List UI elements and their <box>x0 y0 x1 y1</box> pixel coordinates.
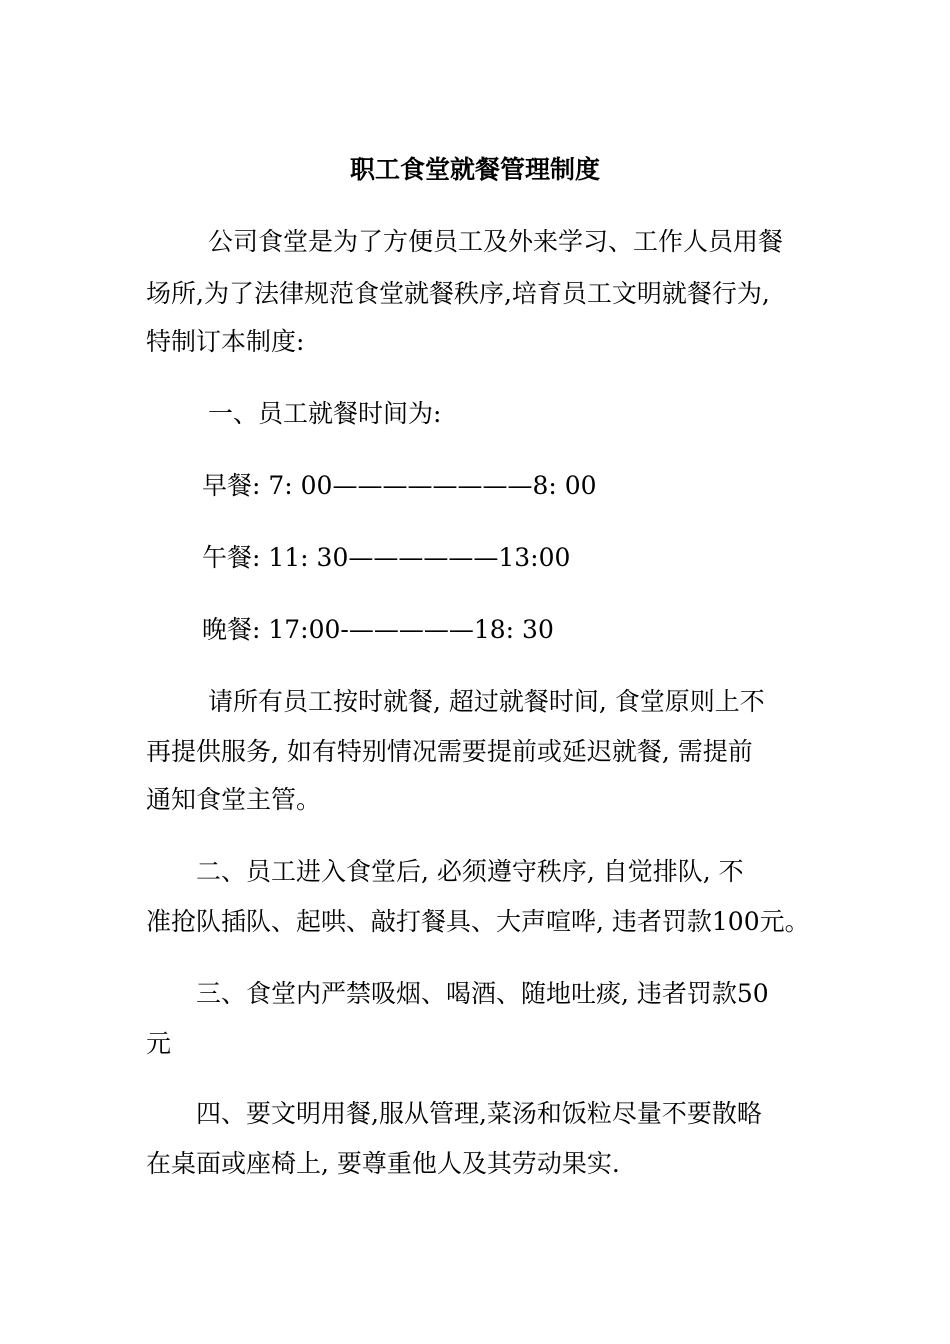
intro-line-3: 特制订本制度: <box>146 327 305 356</box>
lunch-time: 午餐: 11: 30——————13:00 <box>202 543 571 572</box>
document-title: 职工食堂就餐管理制度 <box>349 155 600 184</box>
intro-line-2: 场所,为了法律规范食堂就餐秩序,培育员工文明就餐行为, <box>146 279 770 308</box>
rule-3-line-2: 元 <box>146 1029 172 1058</box>
section-1-heading: 一、员工就餐时间为: <box>208 399 442 428</box>
rule-4-line-2: 在桌面或座椅上, 要尊重他人及其劳动果实. <box>146 1149 620 1178</box>
dinner-time: 晚餐: 17:00-—————18: 30 <box>202 615 554 644</box>
rule-4-line-1: 四、要文明用餐,服从管理,菜汤和饭粒尽量不要散略 <box>196 1099 762 1128</box>
rule-2-line-2: 准抢队插队、起哄、敲打餐具、大声喧哗, 违者罚款100元。 <box>146 907 810 936</box>
notice-line-3: 通知食堂主管。 <box>146 785 322 814</box>
rule-2-line-1: 二、员工进入食堂后, 必须遵守秩序, 自觉排队, 不 <box>196 857 744 886</box>
rule-3-line-1: 三、食堂内严禁吸烟、喝酒、随地吐痰, 违者罚款50 <box>196 979 769 1008</box>
notice-line-2: 再提供服务, 如有特别情况需要提前或延迟就餐, 需提前 <box>146 737 753 766</box>
notice-line-1: 请所有员工按时就餐, 超过就餐时间, 食堂原则上不 <box>208 687 765 716</box>
breakfast-time: 早餐: 7: 00————————8: 00 <box>202 471 597 500</box>
intro-line-1: 公司食堂是为了方便员工及外来学习、工作人员用餐 <box>208 227 784 256</box>
